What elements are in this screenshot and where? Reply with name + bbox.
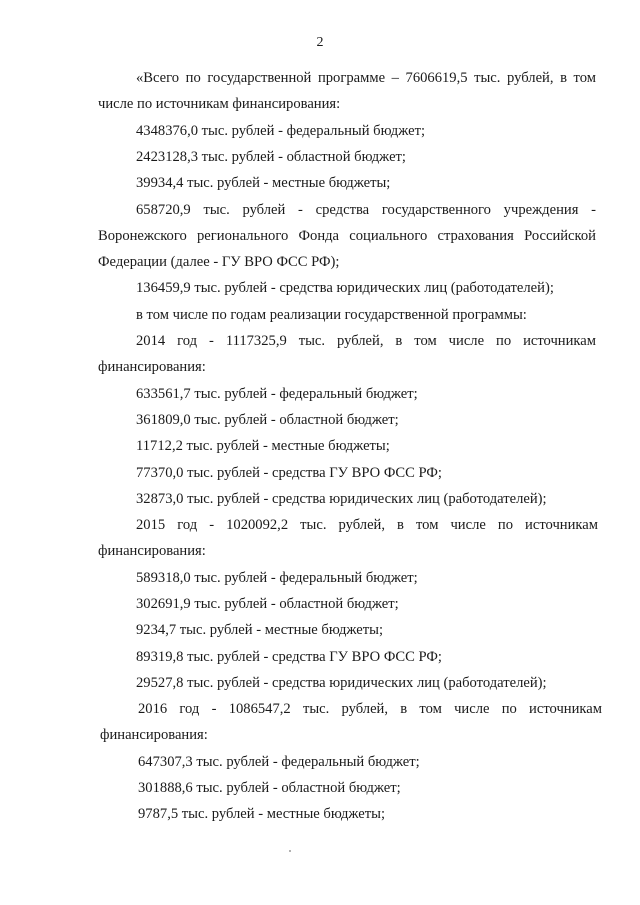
text-line: числе по источникам финансирования: (98, 96, 341, 112)
text-line: 301888,6 тыс. рублей - областной бюджет; (138, 780, 401, 796)
text-line: 29527,8 тыс. рублей - средства юридических лиц (работодателей); (136, 675, 547, 691)
text-line: 2423128,3 тыс. рублей - областной бюджет; (136, 149, 406, 165)
text-line: 647307,3 тыс. рублей - федеральный бюджет; (138, 754, 420, 770)
text-line: 2016 год - 1086547,2 тыс. рублей, в том числе по источникам (138, 701, 602, 717)
text-line: 4348376,0 тыс. рублей - федеральный бюджет; (136, 123, 425, 139)
text-line: финансирования: (98, 543, 206, 559)
text-line: 11712,2 тыс. рублей - местные бюджеты; (136, 438, 390, 454)
text-line: 2015 год - 1020092,2 тыс. рублей, в том числе по источникам (136, 517, 598, 533)
text-line: 9234,7 тыс. рублей - местные бюджеты; (136, 622, 384, 638)
text-line: финансирования: (98, 359, 206, 375)
text-line: 9787,5 тыс. рублей - местные бюджеты; (138, 806, 386, 822)
text-line: 77370,0 тыс. рублей - средства ГУ ВРО ФСС РФ; (136, 465, 442, 481)
text-line: Воронежского регионального Фонда социального страхования Российской (98, 228, 596, 244)
text-line: 658720,9 тыс. рублей - средства государственного учреждения - (136, 202, 596, 218)
text-line: 89319,8 тыс. рублей - средства ГУ ВРО ФСС РФ; (136, 649, 442, 665)
text-line: 136459,9 тыс. рублей - средства юридических лиц (работодателей); (136, 280, 554, 296)
text-line: 589318,0 тыс. рублей - федеральный бюджет; (136, 570, 418, 586)
text-line: 633561,7 тыс. рублей - федеральный бюджет; (136, 386, 418, 402)
text-line: в том числе по годам реализации государственной программы: (136, 307, 527, 323)
text-line: 361809,0 тыс. рублей - областной бюджет; (136, 412, 399, 428)
page-number: 2 (316, 35, 324, 50)
text-line: «Всего по государственной программе – 7606619,5 тыс. рублей, в том (136, 70, 596, 86)
text-line: 2014 год - 1117325,9 тыс. рублей, в том числе по источникам (136, 333, 596, 349)
text-line: Федерации (далее - ГУ ВРО ФСС РФ); (98, 254, 340, 270)
scan-speck (289, 850, 291, 852)
text-line: финансирования: (100, 727, 208, 743)
text-line: 39934,4 тыс. рублей - местные бюджеты; (136, 175, 391, 191)
text-line: 32873,0 тыс. рублей - средства юридических лиц (работодателей); (136, 491, 547, 507)
text-line: 302691,9 тыс. рублей - областной бюджет; (136, 596, 399, 612)
